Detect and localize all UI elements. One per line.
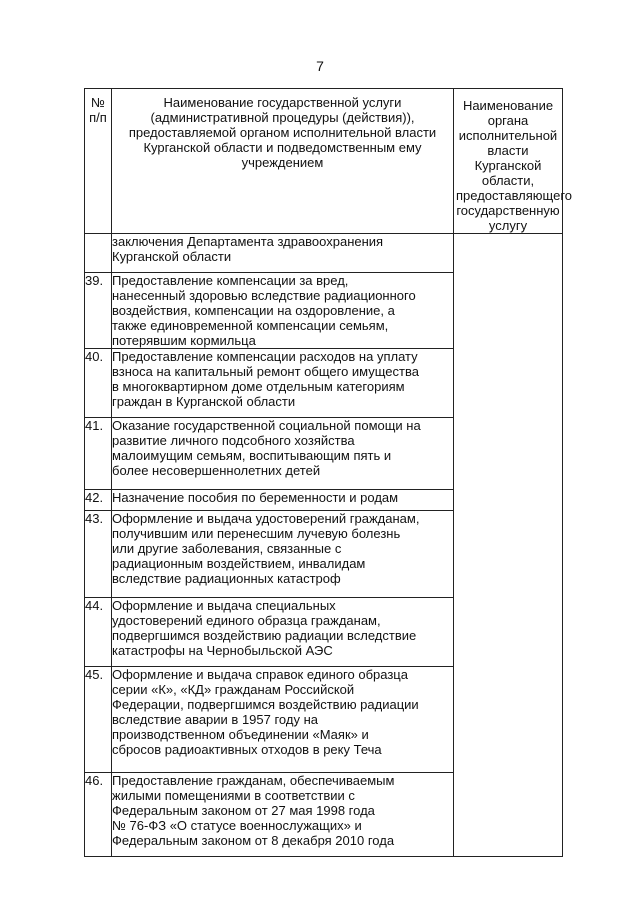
header-number-text: № п/п	[89, 95, 107, 125]
row-number: 43.	[85, 511, 112, 598]
table-header-row	[85, 89, 563, 234]
row-service-text: заключения Департамента здравоохранения Курганской области	[112, 234, 454, 273]
table-row	[85, 234, 563, 273]
row-number: 41.	[85, 418, 112, 490]
row-number: 45.	[85, 667, 112, 773]
row-organ-cell	[454, 234, 563, 857]
row-service-text: Оказание государственной социальной помощи на развитие личного подсобного хозяйства малоимущим семьям, воспитывающим пять и более несовершеннолетних детей	[112, 418, 454, 490]
row-service-text: Оформление и выдача справок единого образца серии «К», «КД» гражданам Российской Федерации, подвергшимся воздействию радиации вследствие аварии в 1957 году на производственном объединении «Маяк» и сбросов радиоактивных отходов в реку Теча	[112, 667, 454, 773]
header-number	[85, 89, 112, 234]
row-number: 40.	[85, 349, 112, 418]
row-number: 46.	[85, 773, 112, 857]
services-table	[84, 88, 573, 857]
row-service-text: Оформление и выдача удостоверений гражданам, получившим или перенесшим лучевую болезнь или другие заболевания, связанные с радиационным воздействием, инвалидам вследствие радиационных катастроф	[112, 511, 454, 598]
header-service-name	[112, 89, 454, 234]
page-number: 7	[316, 58, 324, 74]
header-service-name-text: Наименование государственной услуги (административной процедуры (действия)), предоставляемой органом исполнительной власти Курганской области и подведомственным ему учреждением	[128, 95, 437, 170]
header-organ-name-text: Наименование органа исполнительной власти Курганской области, предоставляющего государственную услугу	[456, 98, 573, 233]
header-organ-name	[454, 89, 573, 234]
row-number	[85, 234, 112, 273]
row-service-text: Предоставление компенсации расходов на уплату взноса на капитальный ремонт общего имущества в многоквартирном доме отдельным категориям граждан в Курганской области	[112, 349, 454, 418]
row-service-text: Предоставление гражданам, обеспечиваемым жилыми помещениями в соответствии с Федеральным законом от 27 мая 1998 года № 76-ФЗ «О статусе военнослужащих» и Федеральным законом от 8 декабря 2010 года	[112, 773, 454, 857]
row-number: 39.	[85, 273, 112, 349]
row-service-text: Назначение пособия по беременности и родам	[112, 490, 454, 511]
row-number: 44.	[85, 598, 112, 667]
row-service-text: Предоставление компенсации за вред, нанесенный здоровью вследствие радиационного воздействия, компенсации на оздоровление, а также единовременной компенсации семьям, потерявшим кормильца	[112, 273, 454, 349]
row-service-text: Оформление и выдача специальных удостоверений единого образца гражданам, подвергшимся воздействию радиации вследствие катастрофы на Чернобыльской АЭС	[112, 598, 454, 667]
row-number: 42.	[85, 490, 112, 511]
